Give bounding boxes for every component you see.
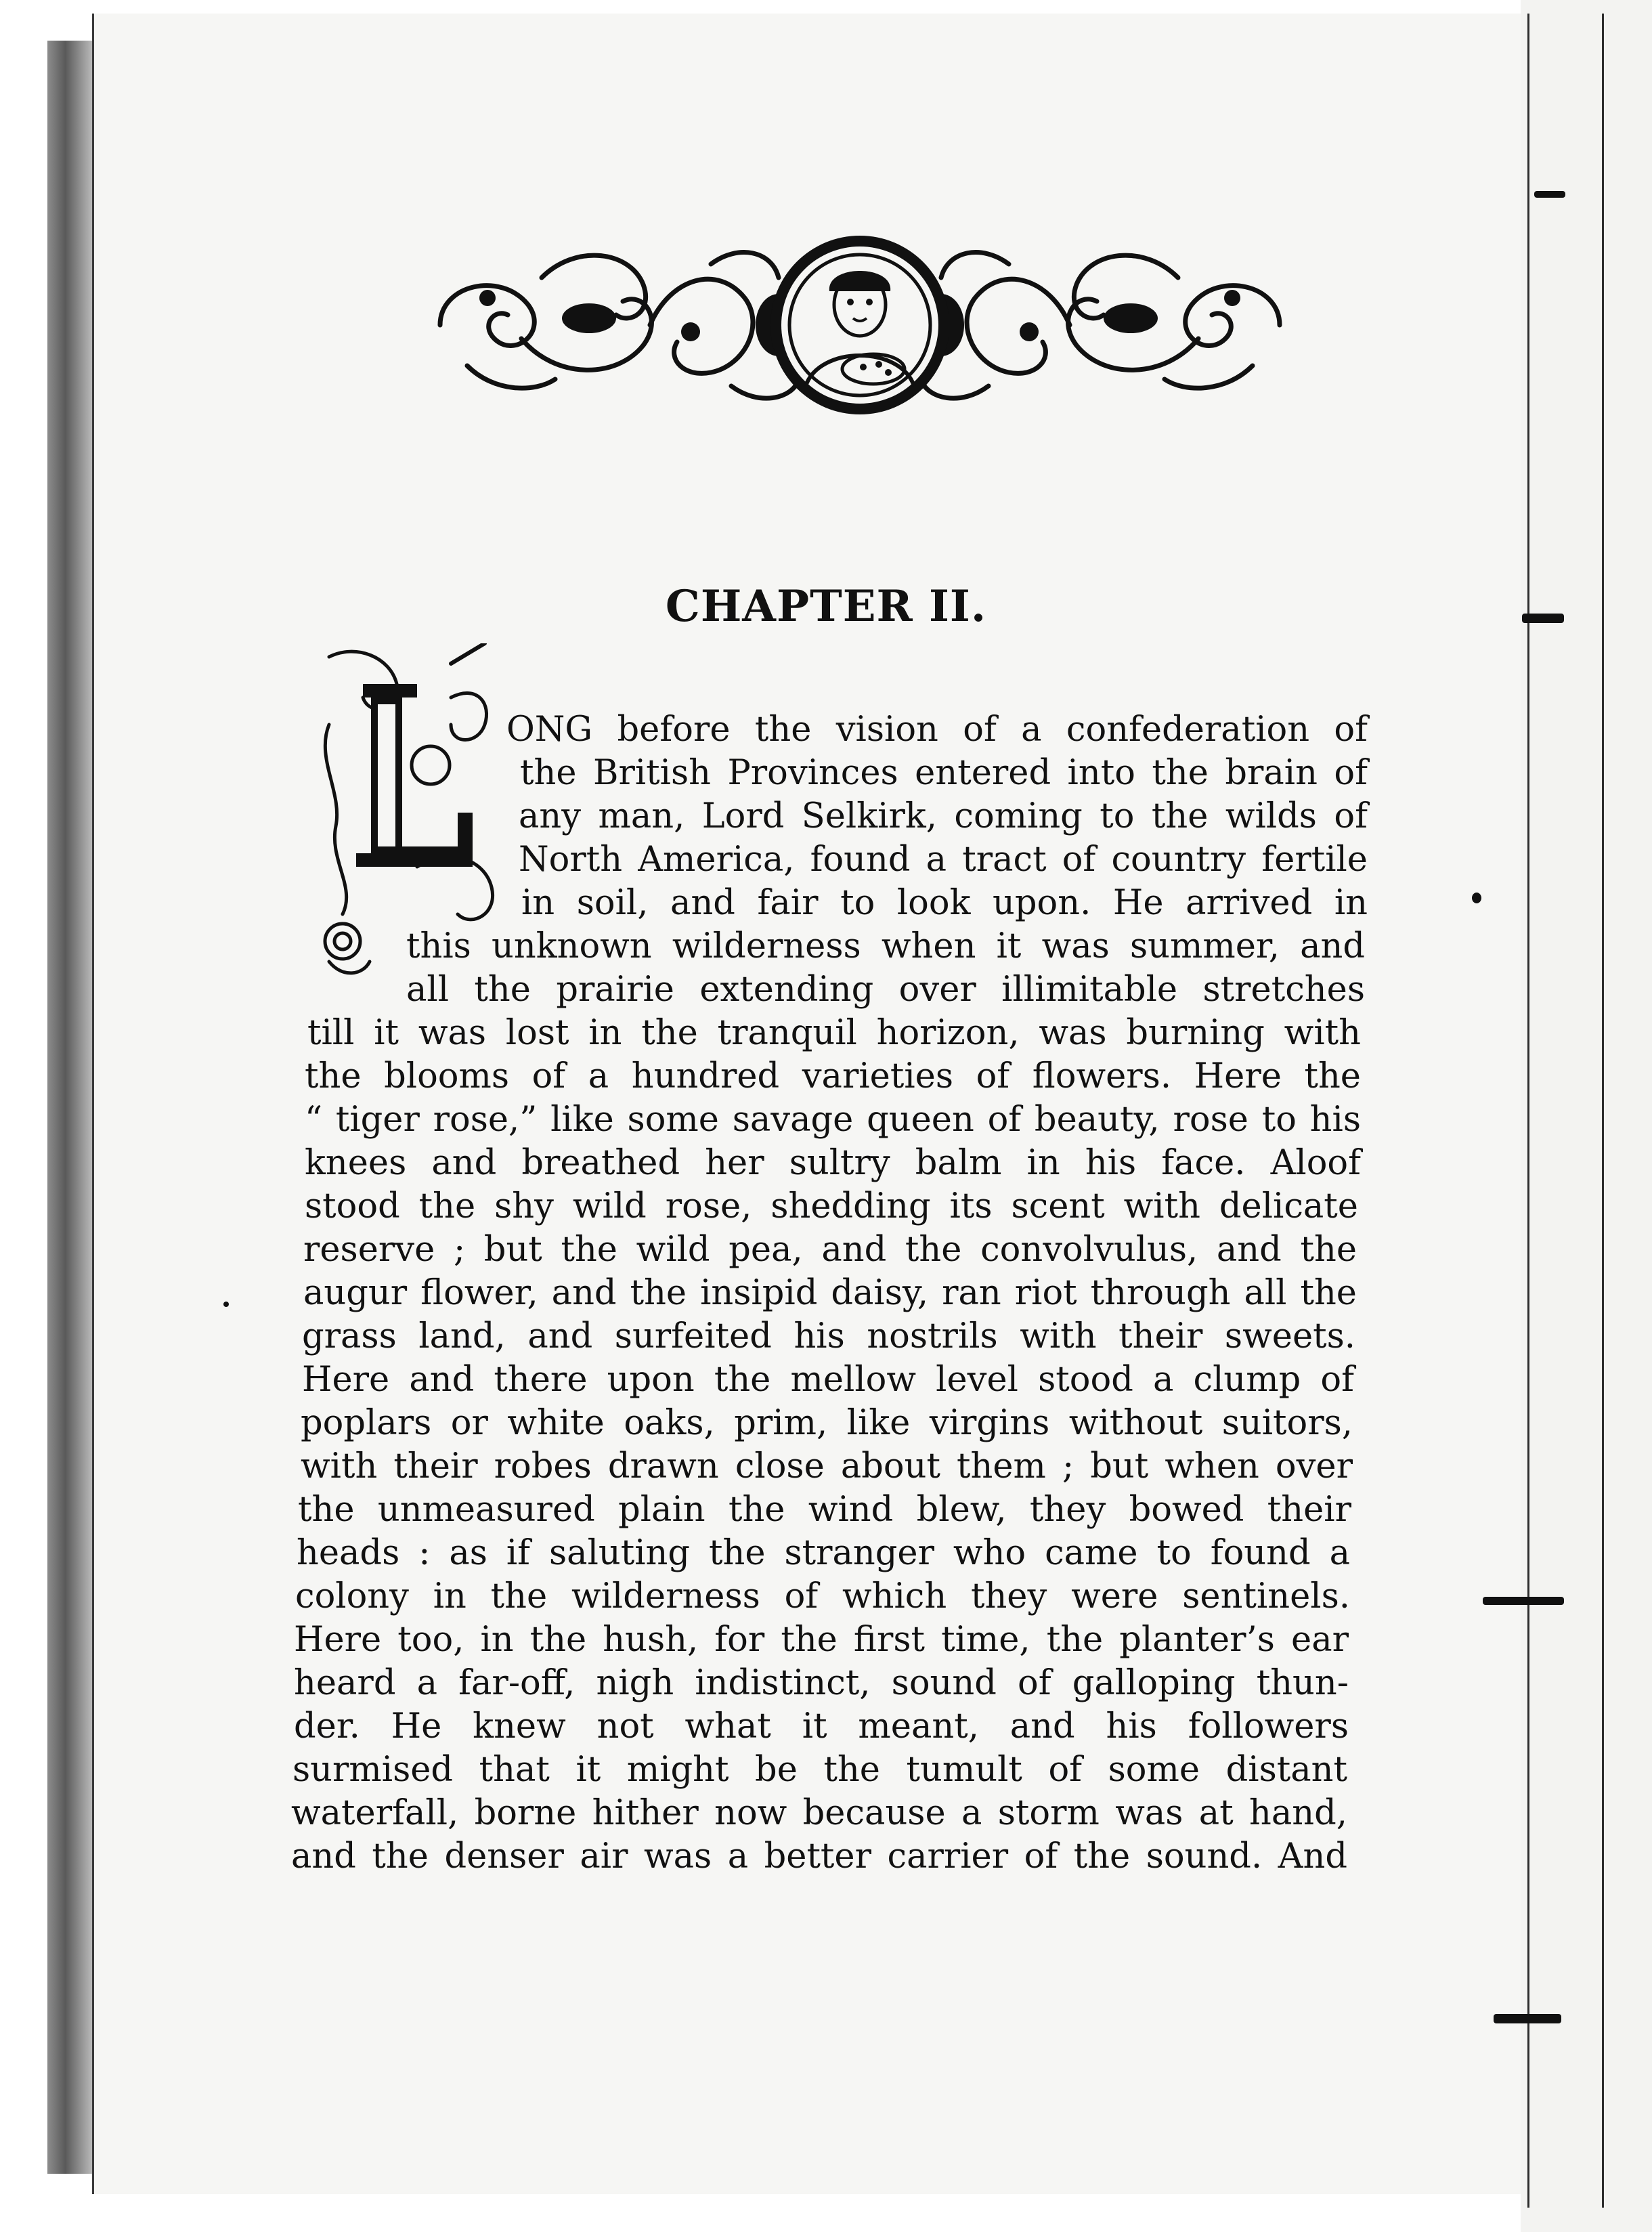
scroll-leaf bbox=[967, 279, 1070, 373]
text-line: the unmeasured plain the wind blew, they bowed their bbox=[298, 1490, 1351, 1530]
chapter-title: CHAPTER II. bbox=[665, 581, 987, 632]
spine-edge-line bbox=[1527, 14, 1529, 2208]
text-line: reserve ; but the wild pea, and the convolvulus, and the bbox=[303, 1230, 1357, 1270]
text-line: augur flower, and the insipid daisy, ran riot through all the bbox=[303, 1273, 1357, 1313]
text-line: Here and there upon the mellow level stood a clump of bbox=[302, 1360, 1354, 1400]
text-line: poplars or white oaks, prim, like virgins without suitors, bbox=[301, 1403, 1353, 1443]
book-left-edge bbox=[47, 41, 92, 2174]
scroll-leaf bbox=[329, 962, 370, 973]
binding-stitch bbox=[1483, 1597, 1564, 1605]
ink-speck bbox=[223, 1302, 229, 1307]
text-line: knees and breathed her sultry balm in his face. Aloof bbox=[305, 1143, 1361, 1183]
scroll-leaf bbox=[941, 253, 1009, 278]
scroll-dot bbox=[681, 322, 700, 341]
spine-gutter-line bbox=[1602, 14, 1604, 2208]
text-line: Here too, in the hush, for the first time, the planter’s ear bbox=[294, 1620, 1349, 1660]
binding-stitch bbox=[1494, 2014, 1561, 2023]
scroll-leaf bbox=[451, 693, 487, 740]
quill-stroke bbox=[451, 643, 485, 664]
scroll-leaf bbox=[731, 379, 799, 398]
scroll-dot bbox=[1020, 322, 1039, 341]
text-line: der. He knew not what it meant, and his followers bbox=[294, 1707, 1349, 1746]
text-line: surmised that it might be the tumult of some distant bbox=[292, 1750, 1347, 1790]
text-line: heard a far-off, nigh indistinct, sound of galloping thun- bbox=[294, 1663, 1349, 1703]
text-line: all the prairie extending over illimitable stretches bbox=[406, 970, 1365, 1010]
text-line: the British Provinces entered into the brain of bbox=[520, 753, 1368, 793]
text-line: North America, found a tract of country fertile bbox=[519, 840, 1368, 880]
scroll-leaf bbox=[325, 725, 346, 914]
text-line: with their robes drawn close about them ; but when over bbox=[301, 1446, 1353, 1486]
scroll-leaf bbox=[1165, 366, 1253, 388]
text-line: stood the shy wild rose, shedding its scent with delicate bbox=[305, 1186, 1358, 1226]
text-line: till it was lost in the tranquil horizon, was burning with bbox=[307, 1013, 1361, 1053]
text-line: in soil, and fair to look upon. He arrived in bbox=[521, 883, 1368, 923]
book-spine bbox=[1521, 0, 1652, 2232]
leaf-motif bbox=[562, 303, 616, 333]
text-line: this unknown wilderness when it was summer, and bbox=[406, 926, 1365, 966]
scroll-leaf bbox=[650, 279, 753, 373]
text-line: waterfall, borne hither now because a storm was at hand, bbox=[291, 1793, 1347, 1833]
drop-cap-inner-stripe bbox=[378, 704, 395, 846]
scroll-rosette bbox=[334, 933, 351, 949]
scroll-leaf bbox=[467, 366, 555, 388]
text-line: ONG before the vision of a confederation of bbox=[506, 710, 1368, 750]
text-line: “ tiger rose,” like some savage queen of beauty, rose to his bbox=[305, 1100, 1361, 1140]
text-line: grass land, and surfeited his nostrils with their sweets. bbox=[302, 1316, 1355, 1356]
scroll-dot bbox=[479, 290, 496, 306]
chapter-headpiece-ornament bbox=[427, 223, 1293, 427]
text-line: any man, Lord Selkirk, coming to the wilds of bbox=[519, 796, 1368, 836]
leaf-motif bbox=[1104, 303, 1158, 333]
scroll-rosette bbox=[412, 746, 450, 784]
scroll-leaf bbox=[711, 253, 779, 278]
scroll-rosette bbox=[325, 924, 360, 959]
ink-speck bbox=[1472, 893, 1481, 903]
text-line: and the denser air was a better carrier of the sound. And bbox=[291, 1837, 1347, 1876]
scroll-dot bbox=[1224, 290, 1240, 306]
text-line: the blooms of a hundred varieties of flowers. Here the bbox=[305, 1056, 1361, 1096]
binding-stitch bbox=[1534, 191, 1565, 198]
text-line: heads : as if saluting the stranger who came to found a bbox=[297, 1533, 1350, 1573]
medallion-portrait bbox=[770, 236, 949, 414]
scroll-leaf bbox=[921, 379, 988, 398]
text-line: colony in the wilderness of which they were sentinels. bbox=[295, 1576, 1350, 1616]
